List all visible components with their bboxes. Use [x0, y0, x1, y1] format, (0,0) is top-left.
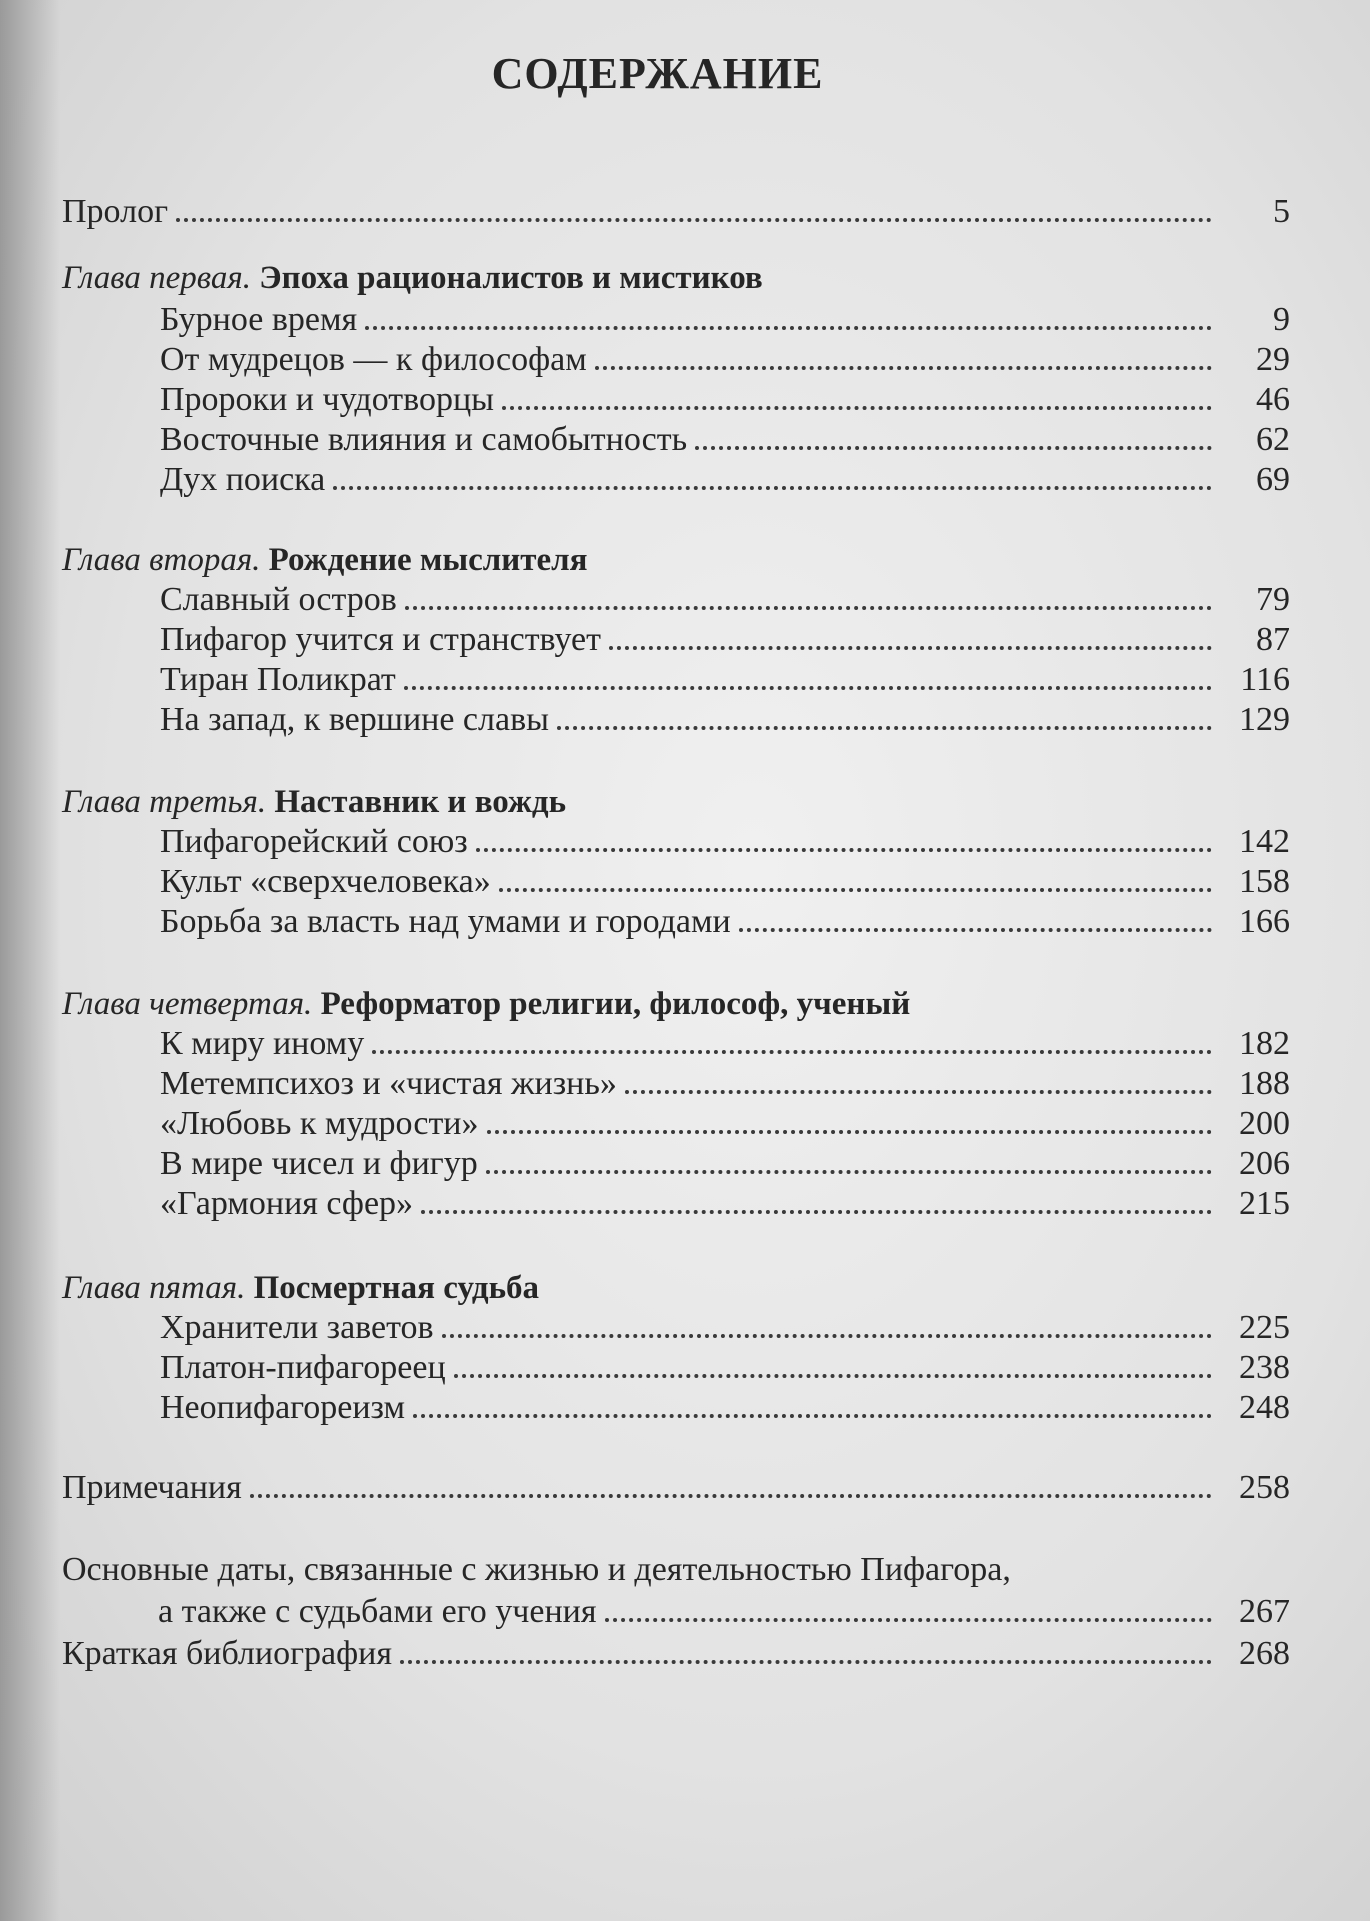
toc-page-number: 182 [1239, 1025, 1290, 1062]
toc-page-number: 46 [1256, 381, 1290, 418]
toc-entry-label: Дух поиска [160, 461, 326, 498]
dot-leader [442, 1334, 1212, 1338]
dot-leader [557, 726, 1212, 730]
toc-entry-label: Платон-пифагореец [160, 1349, 446, 1386]
dot-leader [176, 218, 1212, 222]
toc-entry[interactable] [160, 1024, 1290, 1064]
toc-entry-label: Пророки и чудотворцы [160, 381, 494, 418]
dot-leader [400, 1660, 1212, 1664]
toc-entry[interactable] [160, 902, 1290, 942]
dot-leader [487, 1130, 1212, 1134]
toc-entry-bibliography[interactable] [62, 1634, 1290, 1674]
page-shadow [0, 0, 60, 1921]
dot-leader [372, 1050, 1212, 1054]
toc-entry-label: Бурное время [160, 301, 358, 338]
toc-entry-label: а также с судьбами его учения [158, 1593, 597, 1630]
toc-page-number: 62 [1256, 421, 1290, 458]
toc-entry[interactable] [160, 340, 1290, 380]
dot-leader [502, 406, 1212, 410]
toc-entry[interactable] [160, 620, 1290, 660]
toc-entry-label: В мире чисел и фигур [160, 1145, 478, 1182]
toc-page-number: 258 [1239, 1469, 1290, 1506]
toc-entry[interactable] [160, 300, 1290, 340]
toc-entry-label: Метемпсихоз и «чистая жизнь» [160, 1065, 617, 1102]
toc-page-number: 87 [1256, 621, 1290, 658]
toc-page-number: 248 [1239, 1389, 1290, 1426]
toc-entry-label: Примечания [62, 1469, 242, 1506]
dot-leader [365, 326, 1212, 330]
toc-entry[interactable] [160, 1104, 1290, 1144]
dot-leader [421, 1210, 1212, 1214]
toc-entry-label: Восточные влияния и самобытность [160, 421, 688, 458]
dot-leader [499, 888, 1212, 892]
chapter-heading-3[interactable] [62, 782, 566, 822]
toc-page-number: 188 [1239, 1065, 1290, 1102]
toc-entry[interactable] [160, 700, 1290, 740]
chapter-heading-4[interactable] [62, 984, 910, 1024]
dot-leader [595, 366, 1212, 370]
toc-entry-dates-line1: Основные даты, связанные с жизнью и деятельностью Пифагора, [62, 1551, 1011, 1588]
toc-entry[interactable] [160, 862, 1290, 902]
toc-entry-label: «Любовь к мудрости» [160, 1105, 479, 1142]
toc-entry-label: К миру иному [160, 1025, 365, 1062]
toc-entry[interactable] [160, 460, 1290, 500]
toc-entry[interactable] [160, 822, 1290, 862]
toc-entry[interactable] [160, 1348, 1290, 1388]
toc-entry-label: Борьба за власть над умами и городами [160, 903, 731, 940]
dot-leader [695, 446, 1212, 450]
toc-page-number: 166 [1239, 903, 1290, 940]
toc-entry-label: На запад, к вершине славы [160, 701, 549, 738]
chapter-number: Глава пятая. [62, 1270, 246, 1306]
toc-entry-label: Пифагорейский союз [160, 823, 468, 860]
dot-leader [404, 686, 1212, 690]
toc-entry[interactable] [160, 1184, 1290, 1224]
chapter-number: Глава третья. [62, 784, 267, 820]
dot-leader [739, 928, 1212, 932]
toc-entry[interactable] [160, 1144, 1290, 1184]
toc-entry-prologue[interactable] [62, 192, 1290, 232]
toc-entry[interactable] [160, 380, 1290, 420]
toc-page-number: 238 [1239, 1349, 1290, 1386]
chapter-number: Глава первая. [62, 260, 251, 296]
toc-page-number: 267 [1239, 1593, 1290, 1630]
chapter-heading-5[interactable] [62, 1268, 539, 1308]
dot-leader [454, 1374, 1212, 1378]
toc-entry[interactable] [160, 1308, 1290, 1348]
dot-leader [476, 848, 1212, 852]
toc-page-number: 79 [1256, 581, 1290, 618]
toc-page-number: 9 [1273, 301, 1290, 338]
toc-page-number: 225 [1239, 1309, 1290, 1346]
dot-leader [413, 1414, 1212, 1418]
toc-entry[interactable] [160, 580, 1290, 620]
toc-entry[interactable] [160, 420, 1290, 460]
chapter-heading-1[interactable] [62, 258, 763, 298]
toc-page-number: 158 [1239, 863, 1290, 900]
toc-entry[interactable] [160, 1064, 1290, 1104]
toc-page-number: 129 [1239, 701, 1290, 738]
chapter-title: Эпоха рационалистов и мистиков [259, 260, 763, 296]
toc-entry-label: От мудрецов — к философам [160, 341, 587, 378]
dot-leader [486, 1170, 1212, 1174]
toc-entry[interactable] [160, 660, 1290, 700]
chapter-heading-2[interactable] [62, 540, 588, 580]
toc-entry-notes[interactable] [62, 1468, 1290, 1508]
chapter-title: Посмертная судьба [253, 1270, 540, 1306]
dot-leader [250, 1494, 1212, 1498]
toc-entry-dates[interactable] [158, 1592, 1290, 1632]
toc-entry-label: «Гармония сфер» [160, 1185, 414, 1222]
toc-entry-label: Неопифагореизм [160, 1389, 406, 1426]
dot-leader [625, 1090, 1212, 1094]
chapter-number: Глава четвертая. [62, 986, 313, 1022]
chapter-title: Реформатор религии, философ, ученый [320, 986, 911, 1022]
chapter-title: Рождение мыслителя [268, 542, 588, 578]
dot-leader [405, 606, 1212, 610]
toc-page-number: 29 [1256, 341, 1290, 378]
toc-page-number: 5 [1273, 193, 1290, 230]
toc-entry-label: Хранители заветов [160, 1309, 434, 1346]
toc-page-number: 215 [1239, 1185, 1290, 1222]
toc-entry-label: Пифагор учится и странствует [160, 621, 601, 658]
toc-page-number: 268 [1239, 1635, 1290, 1672]
page-title: СОДЕРЖАНИЕ [491, 49, 824, 98]
dot-leader [605, 1618, 1212, 1622]
toc-entry-label: Тиран Поликрат [160, 661, 396, 698]
toc-entry-label: Краткая библиография [62, 1635, 392, 1672]
toc-entry[interactable] [160, 1388, 1290, 1428]
toc-page-number: 116 [1240, 661, 1290, 698]
chapter-title: Наставник и вождь [274, 784, 567, 820]
dot-leader [609, 646, 1212, 650]
toc-entry-label: Культ «сверхчеловека» [160, 863, 491, 900]
chapter-number: Глава вторая. [62, 542, 261, 578]
toc-page-number: 200 [1239, 1105, 1290, 1142]
toc-page-number: 69 [1256, 461, 1290, 498]
toc-entry-label: Славный остров [160, 581, 397, 618]
toc-page-number: 206 [1239, 1145, 1290, 1182]
toc-entry-label: Пролог [62, 193, 169, 230]
toc-page-number: 142 [1239, 823, 1290, 860]
dot-leader [333, 486, 1212, 490]
